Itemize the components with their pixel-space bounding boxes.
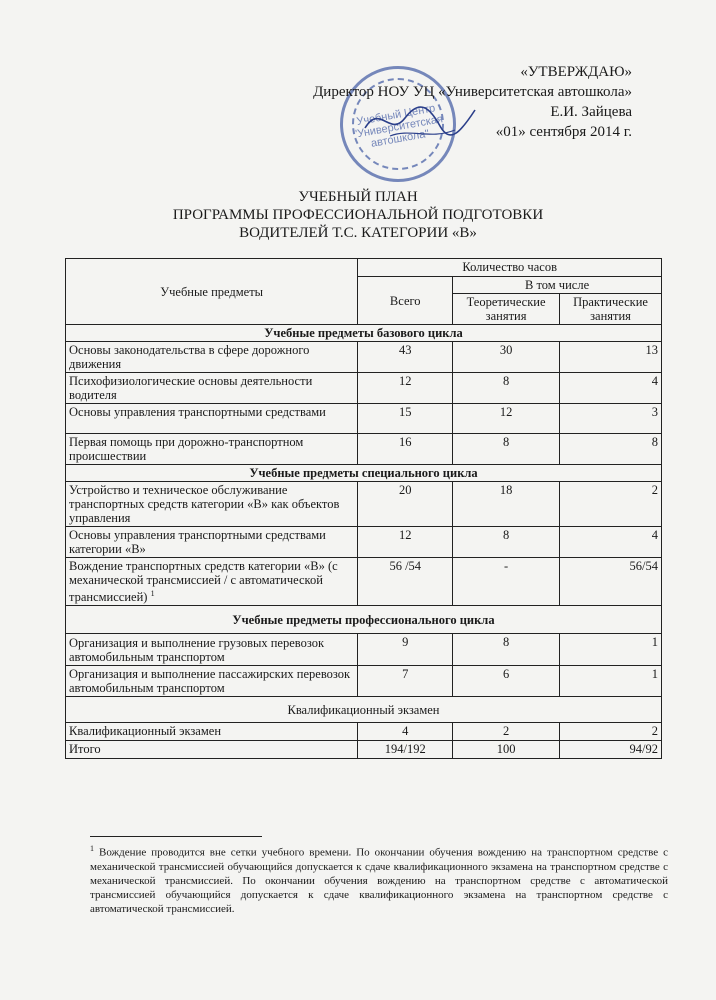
approval-name: Е.И. Зайцева [550, 104, 632, 120]
footnote-divider [90, 836, 262, 837]
table-row [66, 373, 662, 404]
hours-total: 15 [358, 404, 453, 434]
hours-total: 4 [358, 723, 453, 741]
hours-practice: 94/92 [560, 741, 662, 759]
table-row [66, 666, 662, 697]
hours-theory: 12 [453, 404, 560, 434]
approval-block [313, 62, 632, 142]
approval-heading: «УТВЕРЖДАЮ» [520, 64, 632, 80]
table-row [66, 434, 662, 465]
total-label: Итого [66, 741, 358, 759]
header-including: В том числе [453, 277, 662, 294]
header-practice: Практические занятия [560, 294, 662, 325]
subject-name: Психофизиологические основы деятельности водителя [66, 373, 358, 404]
hours-theory: 8 [453, 527, 560, 558]
hours-total: 12 [358, 373, 453, 404]
table-row [66, 558, 662, 606]
hours-theory: 30 [453, 342, 560, 373]
hours-theory: - [453, 558, 560, 606]
subject-name: Основы управления транспортными средствами категории «В» [66, 527, 358, 558]
hours-practice: 4 [560, 527, 662, 558]
header-subjects: Учебные предметы [66, 259, 358, 325]
subject-name: Организация и выполнение грузовых перевозок автомобильным транспортом [66, 634, 358, 666]
title-line-2: ПРОГРАММЫ ПРОФЕССИОНАЛЬНОЙ ПОДГОТОВКИ [172, 207, 544, 223]
header-theory: Теоретические занятия [453, 294, 560, 325]
subject-name: Основы законодательства в сфере дорожного движения [66, 342, 358, 373]
subject-name: Организация и выполнение пассажирских перевозок автомобильным транспортом [66, 666, 358, 697]
hours-total: 194/192 [358, 741, 453, 759]
hours-theory: 100 [453, 741, 560, 759]
subject-name: Основы управления транспортными средствами [66, 404, 358, 434]
hours-practice: 2 [560, 482, 662, 527]
hours-practice: 2 [560, 723, 662, 741]
hours-theory: 18 [453, 482, 560, 527]
hours-total: 56 /54 [358, 558, 453, 606]
hours-total: 20 [358, 482, 453, 527]
table-row [66, 404, 662, 434]
section-title: Учебные предметы специального цикла [66, 465, 662, 482]
footnote [90, 842, 668, 916]
table-row [66, 723, 662, 741]
table-row [66, 527, 662, 558]
curriculum-table [65, 258, 662, 759]
approval-date: «01» сентября 2014 г. [495, 124, 632, 140]
subject-name: Вождение транспортных средств категории «В» (с механической трансмиссией / с автоматической трансмиссией) [69, 559, 338, 605]
hours-theory: 8 [453, 634, 560, 666]
hours-practice: 56/54 [560, 558, 662, 606]
total-row [66, 741, 662, 759]
hours-total: 12 [358, 527, 453, 558]
subject-name: Устройство и техническое обслуживание транспортных средств категории «В» как объектов управления [66, 482, 358, 527]
footnote-reference: 1 [150, 589, 155, 598]
header-hours: Количество часов [358, 259, 662, 277]
subject-name: Квалификационный экзамен [66, 723, 358, 741]
hours-total: 16 [358, 434, 453, 465]
hours-theory: 8 [453, 434, 560, 465]
title-line-1: УЧЕБНЫЙ ПЛАН [298, 189, 418, 205]
hours-theory: 2 [453, 723, 560, 741]
footnote-text: Вождение проводится вне сетки учебного времени. По окончании обучения вождению на транспортном средстве с механической трансмиссией обучающийся допускается к сдаче квалификационного экзамена на транспортном средстве с механической трансмиссией. По окончании обучения вождению на транспортном средстве с автоматической трансмиссией обучающийся допускается к сдаче квалификационного экзамена на транспортном средстве с автоматической трансмиссией. [90, 846, 668, 915]
hours-practice: 8 [560, 434, 662, 465]
title-line-3: ВОДИТЕЛЕЙ Т.С. КАТЕГОРИИ «В» [239, 225, 477, 241]
hours-practice: 1 [560, 666, 662, 697]
header-total: Всего [358, 277, 453, 325]
document-title [0, 188, 716, 242]
hours-theory: 6 [453, 666, 560, 697]
footnote-mark: 1 [90, 844, 94, 853]
stamp-text: Учебный Центр "Университетская автошкола" [352, 102, 444, 150]
table-row [66, 634, 662, 666]
hours-practice: 1 [560, 634, 662, 666]
hours-practice: 3 [560, 404, 662, 434]
table-row [66, 482, 662, 527]
hours-practice: 13 [560, 342, 662, 373]
subject-name-cell [66, 558, 358, 606]
section-title: Учебные предметы базового цикла [66, 325, 662, 342]
section-title: Квалификационный экзамен [66, 697, 662, 723]
hours-total: 9 [358, 634, 453, 666]
approval-position: Директор НОУ УЦ «Университетская автошкола» [313, 84, 632, 100]
hours-total: 7 [358, 666, 453, 697]
subject-name: Первая помощь при дорожно-транспортном происшествии [66, 434, 358, 465]
hours-theory: 8 [453, 373, 560, 404]
hours-practice: 4 [560, 373, 662, 404]
section-title: Учебные предметы профессионального цикла [66, 606, 662, 634]
table-row [66, 342, 662, 373]
hours-total: 43 [358, 342, 453, 373]
